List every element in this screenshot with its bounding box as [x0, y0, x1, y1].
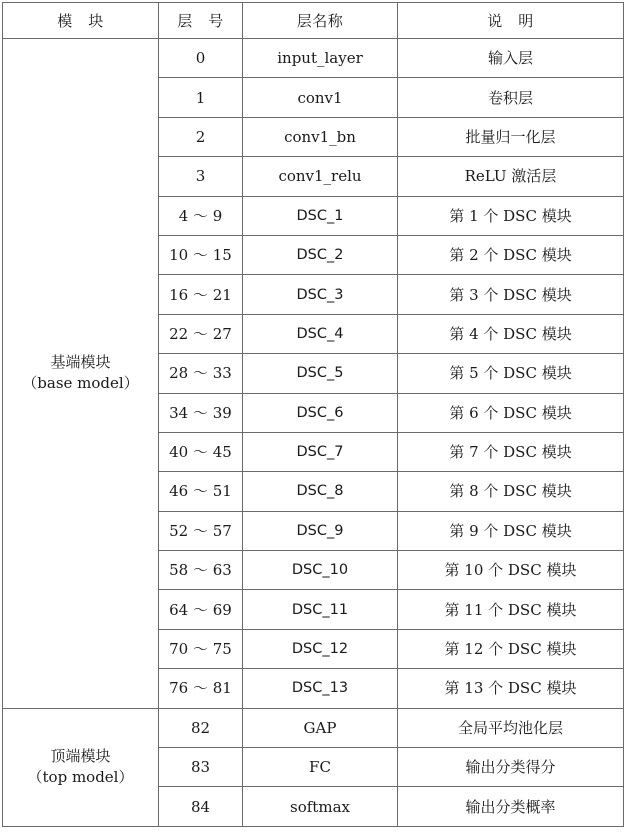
layer-desc: 第 7 个 DSC 模块 [398, 432, 624, 471]
module-top-en: （top model） [27, 768, 134, 787]
layer-no: 28 ～ 33 [159, 354, 243, 393]
layer-no: 10 ～ 15 [159, 235, 243, 274]
module-top-zh: 顶端模块 [50, 747, 111, 766]
layer-desc: 全局平均池化层 [398, 708, 624, 747]
layer-name: DSC_13 [243, 669, 398, 708]
layer-name: GAP [243, 708, 398, 747]
layer-desc: 第 4 个 DSC 模块 [398, 314, 624, 353]
layer-desc: 输入层 [398, 39, 624, 78]
layer-desc: 第 11 个 DSC 模块 [398, 590, 624, 629]
layer-desc: 输出分类得分 [398, 748, 624, 787]
layer-name: FC [243, 748, 398, 787]
layer-no: 2 [159, 117, 243, 156]
layer-name: DSC_9 [243, 511, 398, 550]
layer-desc: 卷积层 [398, 78, 624, 117]
layer-name: conv1_relu [243, 157, 398, 196]
layer-desc: ReLU 激活层 [398, 157, 624, 196]
layer-no: 1 [159, 78, 243, 117]
layer-no: 34 ～ 39 [159, 393, 243, 432]
layer-desc: 第 2 个 DSC 模块 [398, 235, 624, 274]
layer-name: DSC_10 [243, 551, 398, 590]
layer-no: 82 [159, 708, 243, 747]
layer-name: conv1 [243, 78, 398, 117]
layer-no: 22 ～ 27 [159, 314, 243, 353]
layer-no: 0 [159, 39, 243, 78]
layer-desc: 第 10 个 DSC 模块 [398, 551, 624, 590]
layer-no: 3 [159, 157, 243, 196]
module-base-zh: 基端模块 [50, 353, 111, 372]
header-row [3, 3, 624, 39]
header-layer-name: 层名称 [243, 3, 398, 39]
layer-name: DSC_1 [243, 196, 398, 235]
header-layer-no: 层 号 [159, 3, 243, 39]
layer-name: input_layer [243, 39, 398, 78]
layer-no: 58 ～ 63 [159, 551, 243, 590]
layer-name: DSC_3 [243, 275, 398, 314]
layer-desc: 第 12 个 DSC 模块 [398, 629, 624, 668]
table-row [3, 708, 624, 747]
module-base-en: （base model） [22, 374, 139, 393]
layer-name: DSC_7 [243, 432, 398, 471]
layer-no: 46 ～ 51 [159, 472, 243, 511]
layer-desc: 第 6 个 DSC 模块 [398, 393, 624, 432]
layer-no: 52 ～ 57 [159, 511, 243, 550]
layer-desc: 批量归一化层 [398, 117, 624, 156]
table-row [3, 39, 624, 78]
layer-name: DSC_8 [243, 472, 398, 511]
header-description: 说 明 [398, 3, 624, 39]
layer-desc: 第 1 个 DSC 模块 [398, 196, 624, 235]
layer-name: DSC_12 [243, 629, 398, 668]
layer-table [2, 2, 624, 827]
layer-no: 64 ～ 69 [159, 590, 243, 629]
module-cell-top [3, 708, 159, 826]
layer-name: DSC_6 [243, 393, 398, 432]
layer-desc: 第 3 个 DSC 模块 [398, 275, 624, 314]
module-cell-base [3, 39, 159, 709]
layer-no: 40 ～ 45 [159, 432, 243, 471]
layer-name: softmax [243, 787, 398, 826]
layer-name: DSC_5 [243, 354, 398, 393]
layer-name: conv1_bn [243, 117, 398, 156]
layer-no: 16 ～ 21 [159, 275, 243, 314]
layer-desc: 第 13 个 DSC 模块 [398, 669, 624, 708]
layer-name: DSC_4 [243, 314, 398, 353]
layer-name: DSC_2 [243, 235, 398, 274]
layer-name: DSC_11 [243, 590, 398, 629]
layer-no: 70 ～ 75 [159, 629, 243, 668]
layer-no: 84 [159, 787, 243, 826]
layer-desc: 第 8 个 DSC 模块 [398, 472, 624, 511]
layer-no: 83 [159, 748, 243, 787]
header-module: 模 块 [3, 3, 159, 39]
layer-desc: 第 5 个 DSC 模块 [398, 354, 624, 393]
layer-no: 76 ～ 81 [159, 669, 243, 708]
layer-desc: 输出分类概率 [398, 787, 624, 826]
layer-desc: 第 9 个 DSC 模块 [398, 511, 624, 550]
layer-no: 4 ～ 9 [159, 196, 243, 235]
